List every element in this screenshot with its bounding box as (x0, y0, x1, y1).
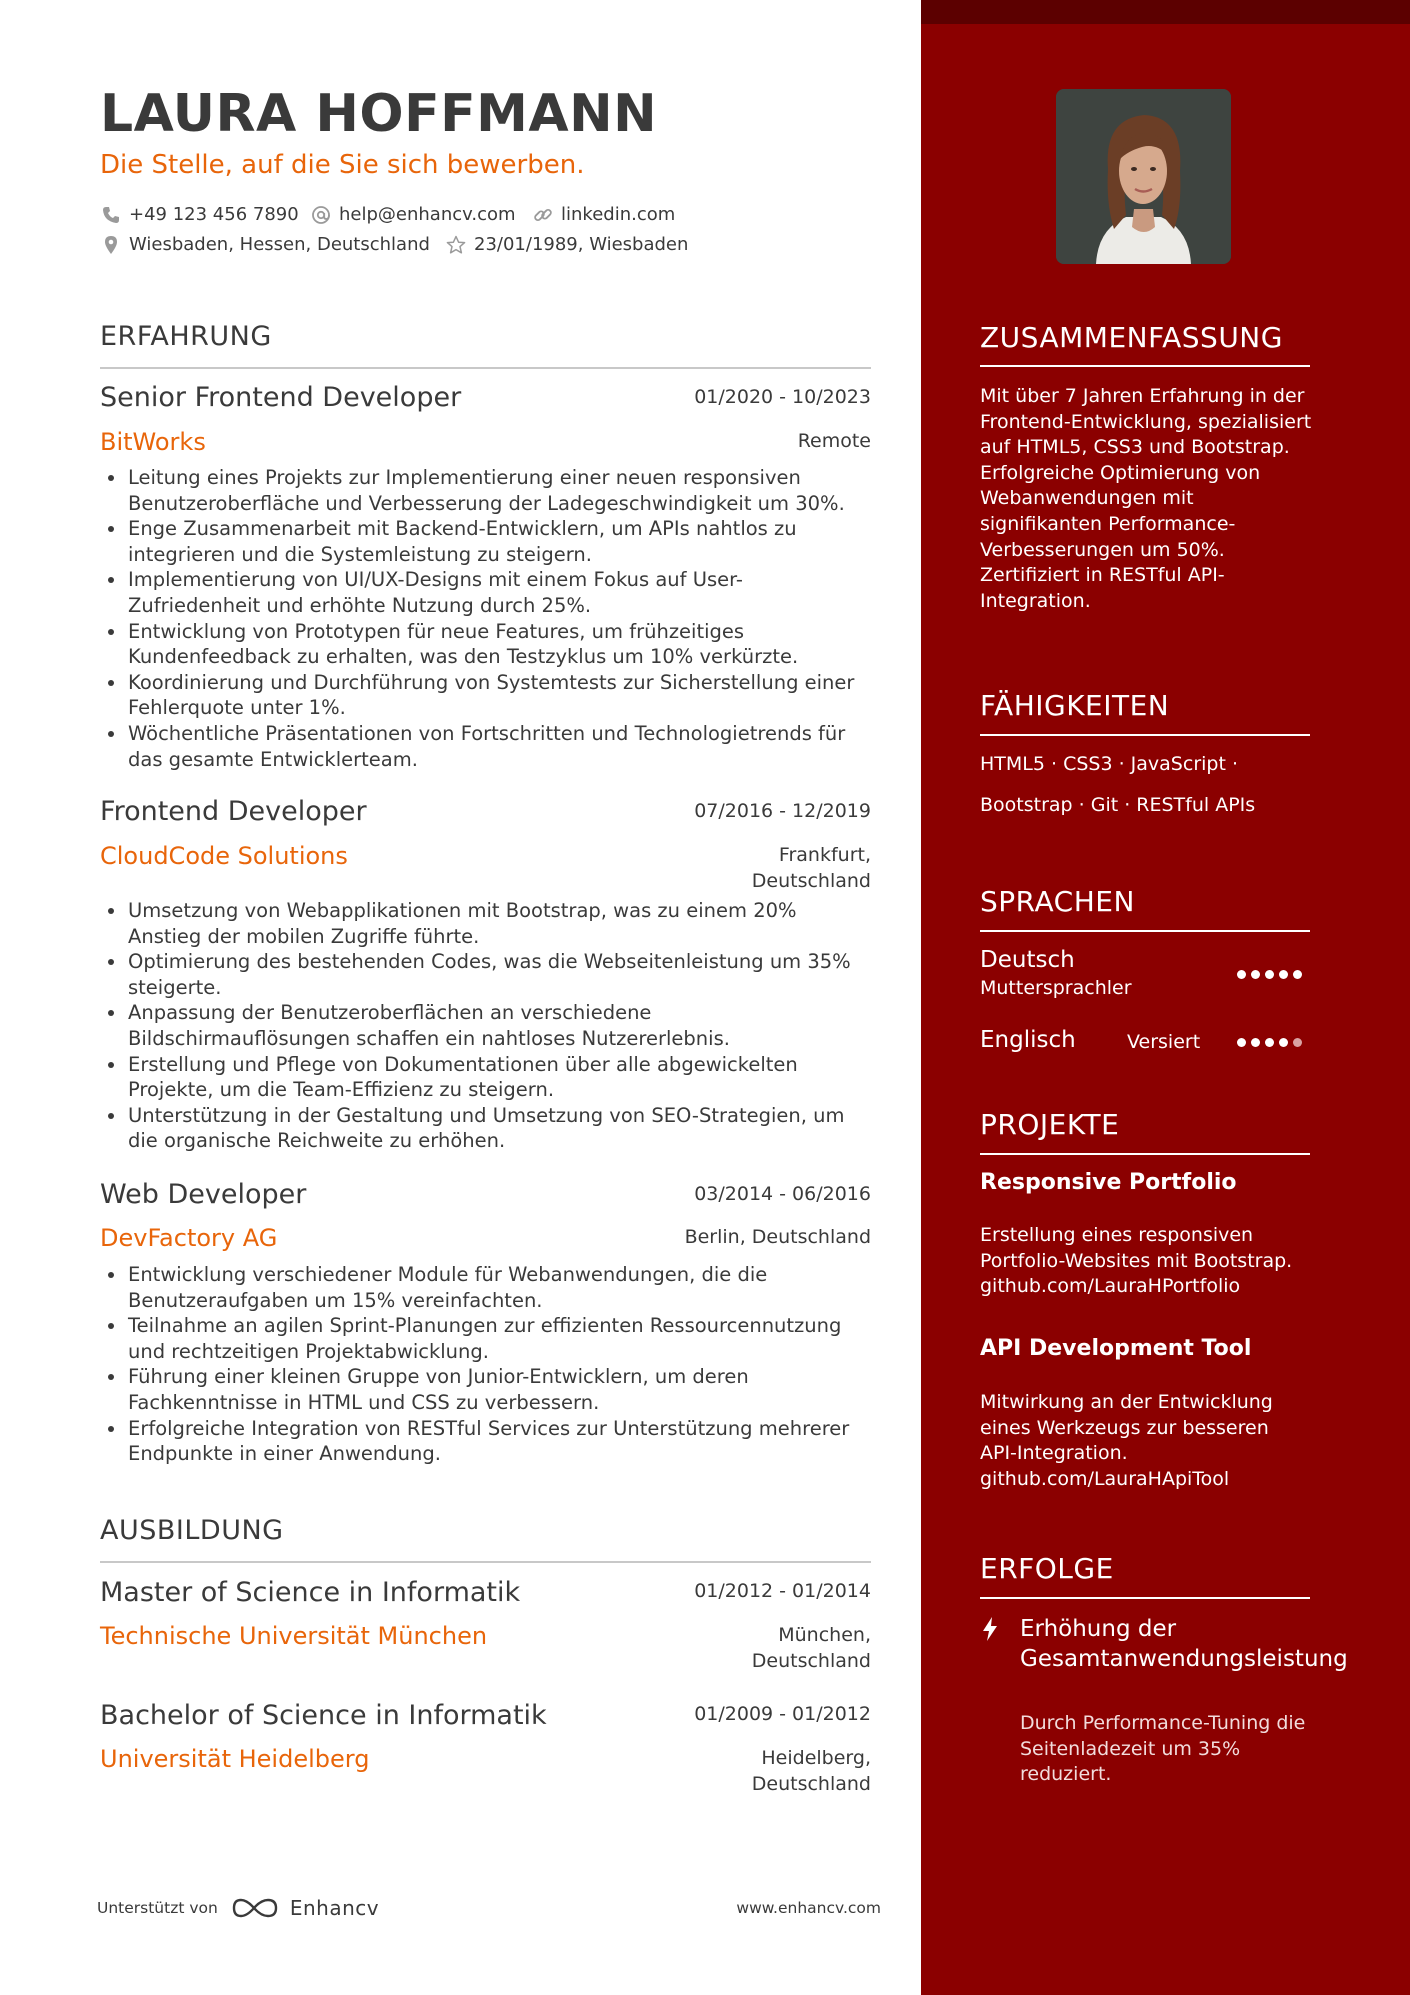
list-item: Führung einer kleinen Gruppe von Junior-Entwicklern, um deren Fachkenntnisse in HTML und CSS zu verbessern. (100, 1364, 872, 1415)
job-location: Frankfurt, Deutschland (751, 844, 871, 892)
languages-heading: SPRACHEN (980, 885, 1135, 918)
list-item: Umsetzung von Webapplikationen mit Bootstrap, was zu einem 20% Anstieg der mobilen Zugriffe führte. (100, 898, 872, 949)
job-company: DevFactory AG (100, 1224, 278, 1252)
list-item: Enge Zusammenarbeit mit Backend-Entwicklern, um APIs nahtlos zu integrieren und die Systemleistung zu steigern. (100, 516, 872, 567)
job-date: 03/2014 - 06/2016 (694, 1183, 871, 1205)
sidebar-top-band (921, 0, 1410, 24)
job-bullets (100, 465, 872, 772)
location-pin-icon (101, 235, 121, 255)
list-item: Leitung eines Projekts zur Implementierung einer neuen responsiven Benutzeroberfläche und Verbesserung der Ladegeschwindigkeit um 30%. (100, 465, 872, 516)
summary-heading: ZUSAMMENFASSUNG (980, 321, 1283, 354)
enhancv-brand: Enhancv (289, 1896, 380, 1920)
school-name: Universität Heidelberg (100, 1745, 370, 1773)
job-title: Frontend Developer (100, 796, 367, 827)
project-description: Mitwirkung an der Entwicklung eines Werkzeugs zur besseren API-Integration. github.com/LauraHApiTool (980, 1391, 1273, 1490)
list-item: Entwicklung verschiedener Module für Webanwendungen, die die Benutzeraufgaben um 15% vereinfachten. (100, 1262, 872, 1313)
footer-powered-by (97, 1896, 379, 1920)
rating-dot (1237, 1038, 1246, 1047)
rating-dot-empty (1293, 1038, 1302, 1047)
job-location: Remote (797, 430, 871, 452)
school-location: München, Deutschland (751, 1624, 871, 1672)
job-title: Web Developer (100, 1179, 307, 1210)
list-item: Koordinierung und Durchführung von Systemtests zur Sicherstellung einer Fehlerquote unter 1%. (100, 670, 872, 721)
achievement-title: Erhöhung der Gesamtanwendungsleistung (1020, 1616, 1348, 1672)
rating-dot (1279, 970, 1288, 979)
projects-heading: PROJEKTE (980, 1108, 1120, 1141)
degree-date: 01/2009 - 01/2012 (694, 1703, 871, 1725)
job-location: Berlin, Deutschland (684, 1226, 871, 1248)
list-item: Unterstützung in der Gestaltung und Umsetzung von SEO-Strategien, um die organische Reichweite zu erhöhen. (100, 1103, 872, 1154)
linkedin-text: linkedin.com (561, 204, 676, 225)
job-title: Senior Frontend Developer (100, 382, 462, 413)
job-company: CloudCode Solutions (100, 842, 348, 870)
list-item: Entwicklung von Prototypen für neue Features, um frühzeitiges Kundenfeedback zu erhalten, was den Testzyklus um 10% verkürzte. (100, 619, 872, 670)
list-item: Implementierung von UI/UX-Designs mit einem Fokus auf User-Zufriedenheit und erhöhte Nutzung durch 25%. (100, 567, 872, 618)
achievements-heading: ERFOLGE (980, 1552, 1114, 1585)
skills-divider (980, 734, 1310, 736)
list-item: Anpassung der Benutzeroberflächen an verschiedene Bildschirmauflösungen schaffen ein nahtloses Nutzererlebnis. (100, 1000, 872, 1051)
skills-line-2: Bootstrap · Git · RESTful APIs (980, 794, 1256, 816)
summary-divider (980, 365, 1310, 367)
language-rating (1237, 1038, 1302, 1047)
projects-divider (980, 1153, 1310, 1155)
footer-url[interactable]: www.enhancv.com (736, 1899, 881, 1917)
list-item: Optimierung des bestehenden Codes, was die Webseitenleistung um 35% steigerte. (100, 949, 872, 1000)
email-text: help@enhancv.com (339, 204, 516, 225)
job-bullets (100, 898, 872, 1154)
language-name: Englisch (980, 1027, 1076, 1053)
contact-birth (446, 234, 688, 255)
contact-location (101, 234, 430, 255)
at-icon (311, 205, 331, 225)
contact-phone[interactable] (101, 204, 299, 225)
rating-dot (1251, 970, 1260, 979)
location-text: Wiesbaden, Hessen, Deutschland (129, 234, 430, 255)
phone-text: +49 123 456 7890 (129, 204, 299, 225)
job-date: 01/2020 - 10/2023 (694, 386, 871, 408)
lightning-icon (980, 1616, 1000, 1642)
list-item: Teilnahme an agilen Sprint-Planungen zur effizienten Ressourcennutzung und rechtzeitigen Projektabwicklung. (100, 1313, 872, 1364)
experience-divider (100, 367, 871, 369)
rating-dot (1293, 970, 1302, 979)
job-company: BitWorks (100, 428, 206, 456)
list-item: Erstellung und Pflege von Dokumentationen über alle abgewickelten Projekte, um die Team-Effizienz zu steigern. (100, 1052, 872, 1103)
rating-dot (1251, 1038, 1260, 1047)
achievements-divider (980, 1597, 1310, 1599)
education-divider (100, 1561, 871, 1563)
achievement-description: Durch Performance-Tuning die Seitenladezeit um 35% reduziert. (1020, 1712, 1306, 1786)
job-bullets (100, 1262, 872, 1467)
skills-line-1: HTML5 · CSS3 · JavaScript · (980, 753, 1238, 775)
project-title: API Development Tool (980, 1336, 1252, 1361)
education-heading: AUSBILDUNG (100, 1515, 284, 1546)
skills-heading: FÄHIGKEITEN (980, 689, 1170, 722)
language-level: Versiert (1127, 1031, 1201, 1053)
language-level: Muttersprachler (980, 977, 1132, 999)
contact-linkedin[interactable] (533, 204, 675, 225)
rating-dot (1279, 1038, 1288, 1047)
list-item: Erfolgreiche Integration von RESTful Services zur Unterstützung mehrerer Endpunkte in einer Anwendung. (100, 1416, 872, 1467)
degree-date: 01/2012 - 01/2014 (694, 1580, 871, 1602)
project-description: Erstellung eines responsiven Portfolio-Websites mit Bootstrap. github.com/LauraHPortfolio (980, 1224, 1293, 1298)
job-date: 07/2016 - 12/2019 (694, 800, 871, 822)
degree-title: Master of Science in Informatik (100, 1577, 521, 1608)
rating-dot (1265, 970, 1274, 979)
summary-text: Mit über 7 Jahren Erfahrung in der Frontend-Entwicklung, spezialisiert auf HTML5, CSS3 und Bootstrap. Erfolgreiche Optimierung von Webanwendungen mit signifikanten Performance-Verbesserungen um 50%. Zertifiziert in RESTful API-Integration. (980, 385, 1312, 612)
job-headline: Die Stelle, auf die Sie sich bewerben. (100, 150, 585, 180)
phone-icon (101, 205, 121, 225)
profile-photo (1056, 89, 1231, 264)
link-icon (533, 205, 553, 225)
powered-by-label: Unterstützt von (97, 1899, 218, 1917)
experience-heading: ERFAHRUNG (100, 321, 272, 352)
language-name: Deutsch (980, 947, 1075, 973)
star-icon (446, 235, 466, 255)
project-title: Responsive Portfolio (980, 1170, 1237, 1195)
degree-title: Bachelor of Science in Informatik (100, 1700, 547, 1731)
list-item: Wöchentliche Präsentationen von Fortschritten und Technologietrends für das gesamte Entwicklerteam. (100, 721, 872, 772)
birth-text: 23/01/1989, Wiesbaden (474, 234, 689, 255)
sidebar (921, 0, 1410, 1995)
languages-divider (980, 930, 1310, 932)
candidate-name: LAURA HOFFMANN (100, 84, 658, 144)
contact-email[interactable] (311, 204, 516, 225)
language-rating (1237, 970, 1302, 979)
school-name: Technische Universität München (100, 1622, 488, 1650)
enhancv-logo-icon (230, 1896, 280, 1920)
rating-dot (1237, 970, 1246, 979)
rating-dot (1265, 1038, 1274, 1047)
school-location: Heidelberg, Deutschland (751, 1747, 871, 1795)
